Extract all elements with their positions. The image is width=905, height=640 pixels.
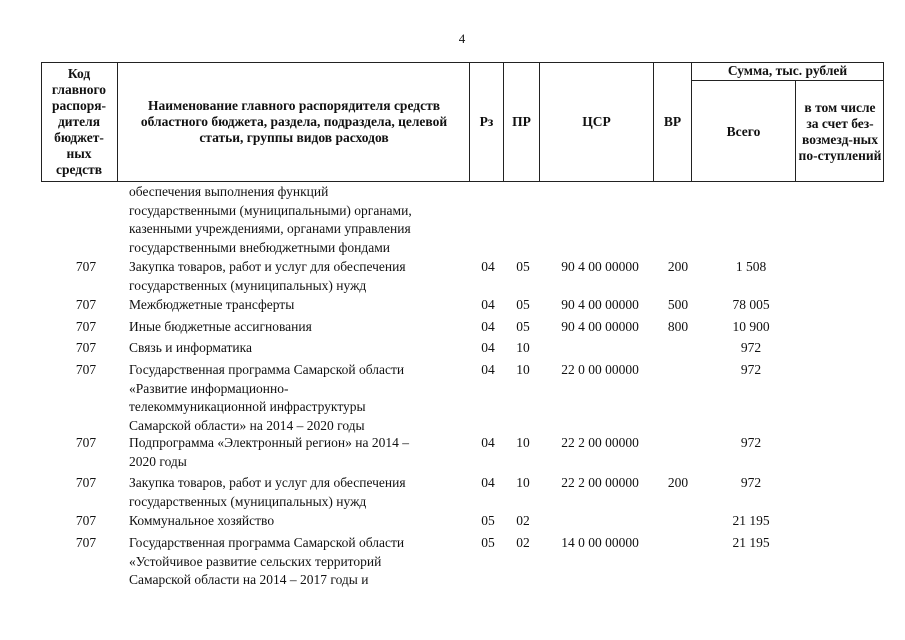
cell-name: Коммунальное хозяйство: [129, 513, 275, 528]
cell-vr: 200: [667, 475, 689, 490]
cell-csr: 22 0 00 00000: [561, 362, 639, 377]
cell-pr: 05: [516, 319, 530, 334]
cell-name: Закупка товаров, работ и услуг для обеспечения государственных (муниципальных) нужд: [129, 259, 406, 293]
cell-rz: 04: [481, 297, 495, 312]
cell-rz: 04: [481, 362, 495, 377]
cell-sum: 972: [740, 362, 762, 377]
header-border-left: [41, 62, 42, 182]
cell-vr: 200: [667, 259, 689, 274]
cell-rz: 04: [481, 319, 495, 334]
header-csr: ЦСР: [582, 114, 611, 129]
cell-name: обеспечения выполнения функций государственными (муниципальными) органами, казенными учреждениями, органами управления государственными внебюджетными фондами: [129, 184, 412, 255]
cell-pr: 02: [516, 513, 530, 528]
header-border-7: [795, 80, 796, 182]
cell-sum: 1 508: [735, 259, 767, 274]
cell-sum: 10 900: [732, 319, 770, 334]
cell-name: Закупка товаров, работ и услуг для обеспечения государственных (муниципальных) нужд: [129, 475, 406, 509]
cell-pr: 10: [516, 362, 530, 377]
cell-rz: 05: [481, 513, 495, 528]
header-code: Код главного распоря-дителя бюджет-ных средств: [51, 66, 107, 177]
cell-name: Межбюджетные трансферты: [129, 297, 295, 312]
cell-csr: 90 4 00 00000: [561, 319, 639, 334]
cell-rz: 05: [481, 535, 495, 550]
cell-name: Государственная программа Самарской области «Развитие информационно- телекоммуникационной инфраструктуры Самарской области» на 2014 – 2020 годы: [129, 362, 405, 433]
cell-rz: 04: [481, 475, 495, 490]
cell-csr: 22 2 00 00000: [561, 475, 639, 490]
header-border-1: [117, 62, 118, 182]
cell-name: Государственная программа Самарской области «Устойчивое развитие сельских территорий Самарской области на 2014 – 2017 годы и: [129, 535, 405, 587]
cell-sum: 972: [740, 435, 762, 450]
cell-code: 707: [75, 475, 97, 490]
header-pr: ПР: [512, 114, 531, 129]
cell-name: Связь и информатика: [129, 340, 252, 355]
cell-rz: 04: [481, 259, 495, 274]
cell-sum: 21 195: [732, 513, 770, 528]
cell-pr: 10: [516, 340, 530, 355]
cell-code: 707: [75, 259, 97, 274]
cell-code: 707: [75, 319, 97, 334]
header-vr: ВР: [663, 114, 682, 129]
cell-pr: 10: [516, 435, 530, 450]
cell-vr: 800: [667, 319, 689, 334]
cell-pr: 05: [516, 259, 530, 274]
cell-code: 707: [75, 535, 97, 550]
cell-csr: 90 4 00 00000: [561, 259, 639, 274]
header-rz: Рз: [479, 114, 494, 129]
table-header: [41, 62, 884, 182]
cell-name: Подпрограмма «Электронный регион» на 2014 – 2020 годы: [129, 435, 409, 469]
header-incl-free: в том числе за счет без-возмезд-ных по-ступлений: [798, 99, 882, 163]
header-name: Наименование главного распорядителя средств областного бюджета, раздела, подраздела, целевой статьи, группы видов расходов: [140, 98, 448, 145]
header-sum-group: Сумма, тыс. рублей: [727, 63, 848, 78]
cell-sum: 972: [740, 475, 762, 490]
header-border-right: [883, 62, 884, 182]
cell-csr: 14 0 00 00000: [561, 535, 639, 550]
cell-csr: 22 2 00 00000: [561, 435, 639, 450]
cell-name: Иные бюджетные ассигнования: [129, 319, 312, 334]
cell-vr: 500: [667, 297, 689, 312]
cell-rz: 04: [481, 435, 495, 450]
cell-code: 707: [75, 513, 97, 528]
cell-code: 707: [75, 297, 97, 312]
header-total: Всего: [726, 123, 761, 139]
cell-rz: 04: [481, 340, 495, 355]
cell-sum: 78 005: [732, 297, 770, 312]
cell-pr: 02: [516, 535, 530, 550]
cell-code: 707: [75, 340, 97, 355]
cell-pr: 10: [516, 475, 530, 490]
page-number: 4: [458, 31, 466, 46]
cell-sum: 21 195: [732, 535, 770, 550]
cell-pr: 05: [516, 297, 530, 312]
cell-csr: 90 4 00 00000: [561, 297, 639, 312]
cell-code: 707: [75, 362, 97, 377]
cell-code: 707: [75, 435, 97, 450]
cell-sum: 972: [740, 340, 762, 355]
